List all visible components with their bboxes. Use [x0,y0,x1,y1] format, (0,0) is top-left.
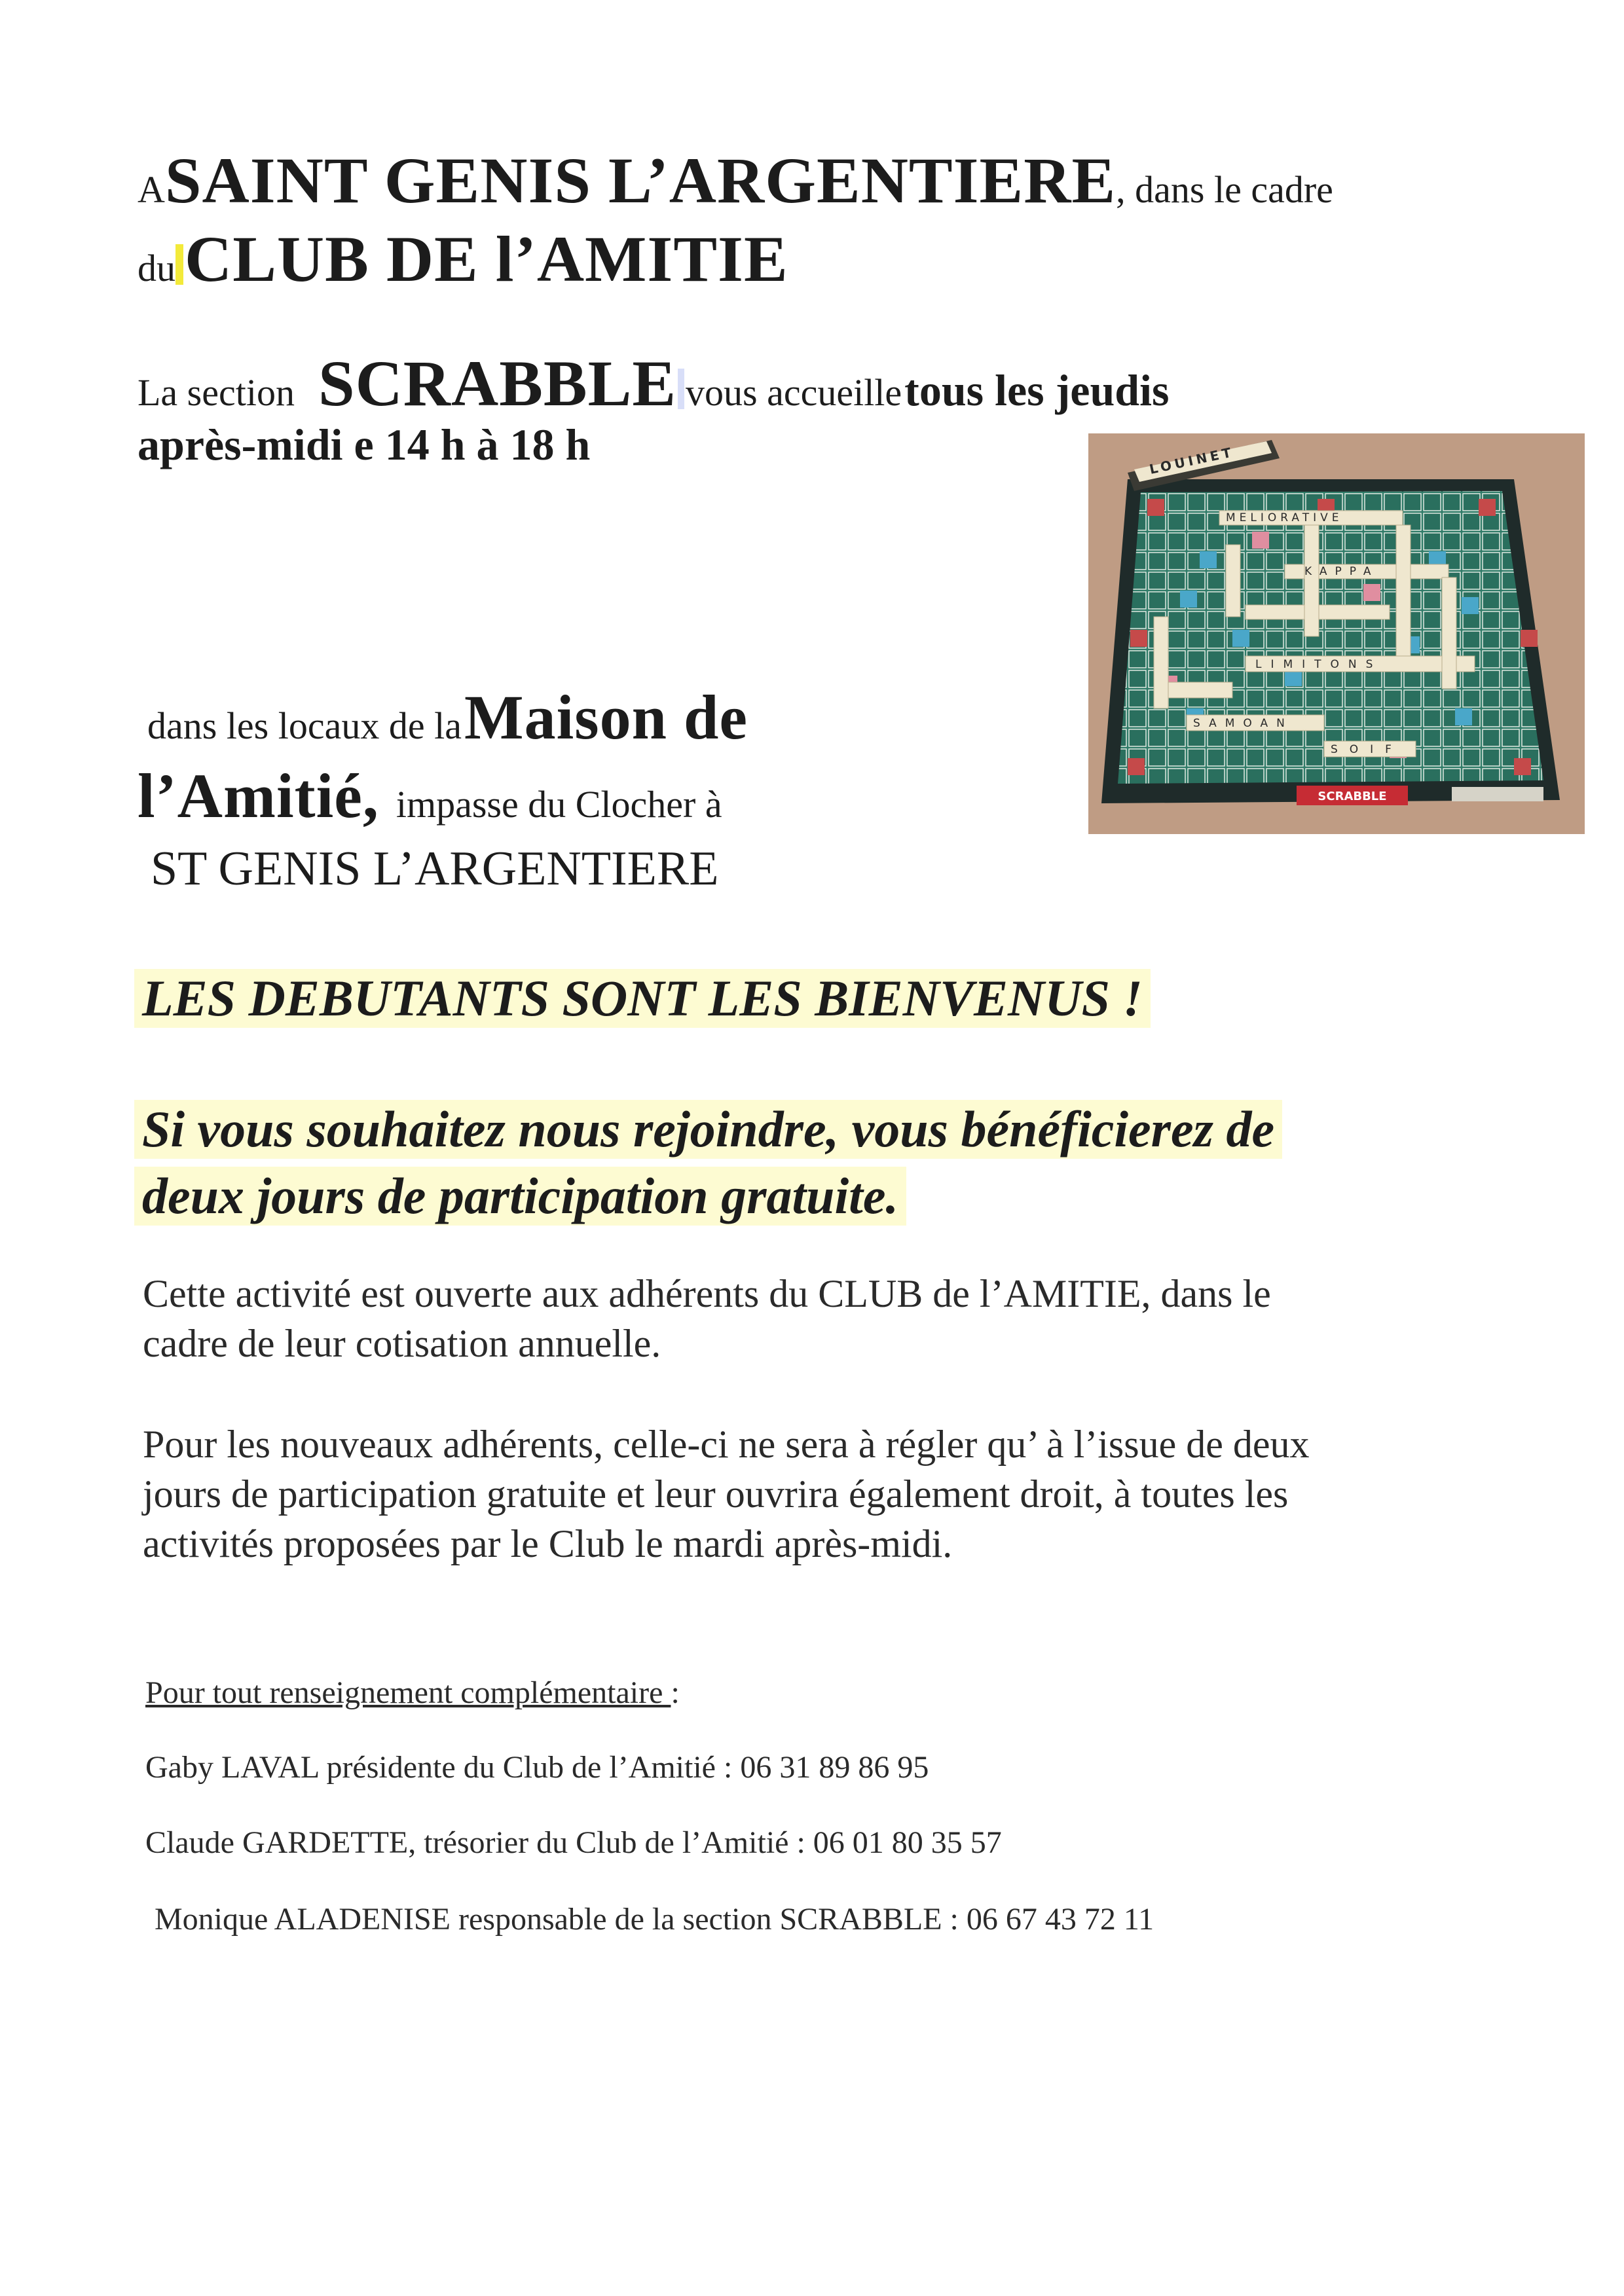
paragraph-1-line-2: cadre de leur cotisation annuelle. [143,1322,661,1365]
header-line-2 [138,221,788,297]
section-line-1 [138,346,1169,421]
section-hours: après-midi e 14 h à 18 h [138,420,591,469]
tile-word-4: KAPPA [1304,565,1379,578]
paragraph-2-line-1: Pour les nouveaux adhérents, celle-ci ne sera à régler qu’ à l’issue de deux [143,1423,1310,1466]
paragraph-2-line-2: jours de participation gratuite et leur ouvrira également droit, à toutes les [143,1472,1289,1516]
join-line-2: deux jours de participation gratuite. [134,1167,906,1226]
contact-treasurer: Claude GARDETTE, trésorier du Club de l’Amitié : 06 01 80 35 57 [145,1825,1002,1860]
header-place-name: SAINT GENIS L’ARGENTIERE [164,144,1116,217]
paragraph-2-line-3: activités proposées par le Club le mardi après-midi. [143,1522,953,1565]
scrabble-board-photo [1088,433,1585,834]
section-middle: vous accueille [686,371,902,414]
venue-name-part-2: l’Amitié, [138,761,379,831]
welcome-banner: LES DEBUTANTS SONT LES BIENVENUS ! [134,969,1151,1028]
location-prefix: dans les locaux de la [147,704,462,747]
board-grid [1118,491,1543,784]
location-line-1 [147,681,748,754]
contacts-heading-colon: : [671,1675,680,1710]
tile-word-5: MELIORATIVE [1226,511,1343,524]
contacts-heading [145,1675,680,1711]
location-line-2 [138,759,722,832]
location-street: impasse du Clocher à [396,783,722,826]
join-line-1: Si vous souhaitez nous rejoindre, vous bénéficierez de [134,1100,1282,1159]
venue-name-part-1: Maison de [464,682,748,752]
paragraph-1-line-1: Cette activité est ouverte aux adhérents du CLUB de l’AMITIE, dans le [143,1272,1271,1315]
contact-president: Gaby LAVAL présidente du Club de l’Amitié : 06 31 89 86 95 [145,1750,929,1785]
header-club-name: CLUB DE l’AMITIE [185,223,788,295]
tile-word-1: LIMITONS [1255,658,1382,671]
tile-word-2: SAMOAN [1193,717,1293,730]
rack-word: LOUINET [1148,444,1236,477]
section-prefix: La section [138,371,295,414]
highlight-mark [175,244,183,285]
brand-label: SCRABBLE [1318,790,1387,803]
section-days: tous les jeudis [904,365,1170,415]
section-name: SCRABBLE [318,347,677,420]
header-line-1 [138,143,1333,218]
contacts-heading-text: Pour tout renseignement complémentaire [145,1675,671,1710]
header-suffix: , dans le cadre [1116,168,1333,211]
header-prefix-a: A [138,168,165,211]
contact-scrabble-lead: Monique ALADENISE responsable de la section SCRABBLE : 06 67 43 72 11 [155,1902,1154,1937]
location-town: ST GENIS L’ARGENTIERE [151,842,719,896]
highlight-mark [678,369,684,409]
tile-word-3: SOIF [1331,743,1403,756]
header-prefix-du: du [138,247,175,289]
